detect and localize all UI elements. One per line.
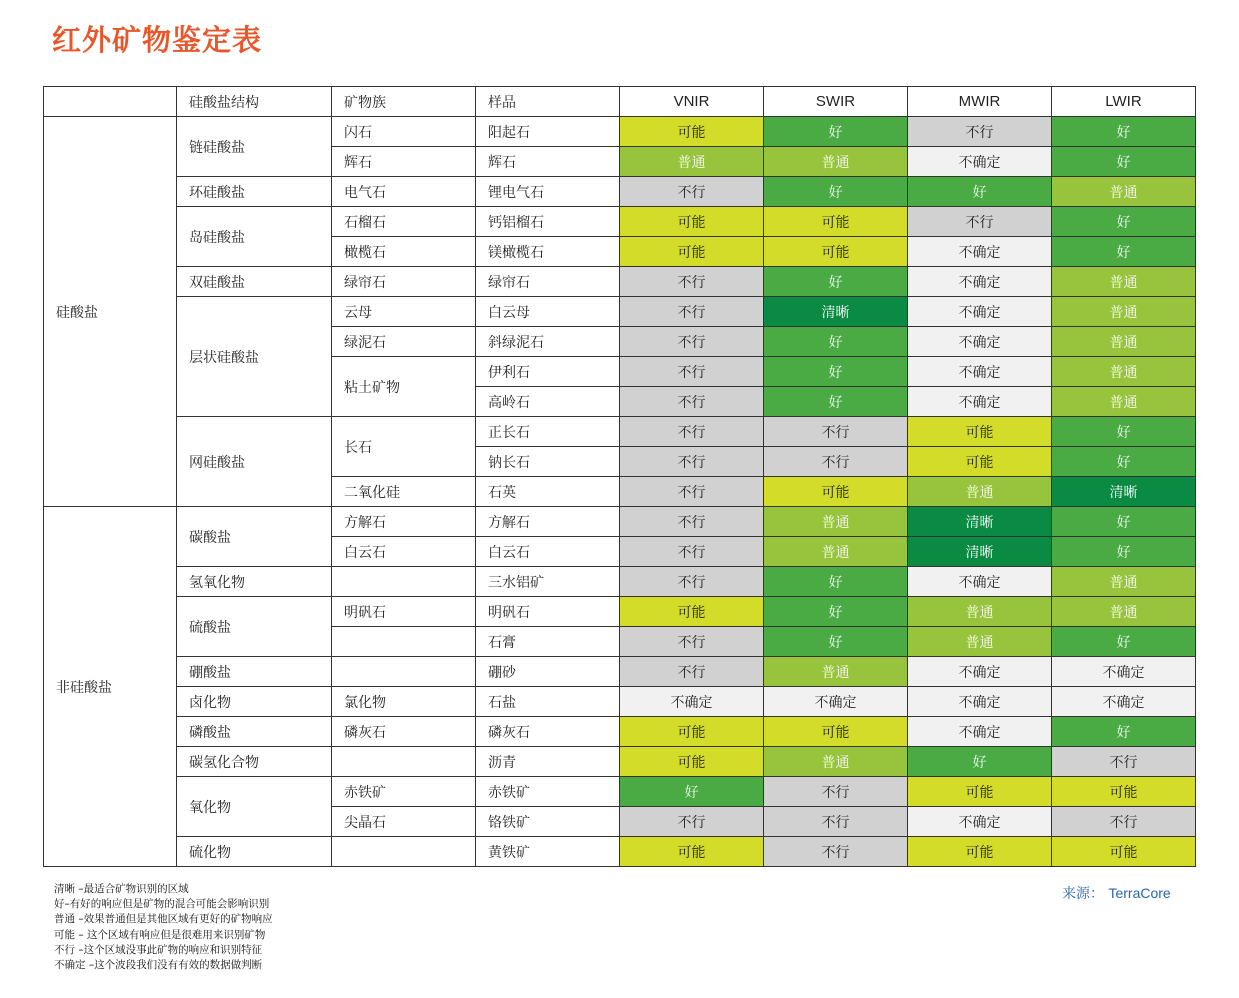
sample-cell: 石膏 [476,627,620,657]
rating-cell-vnir: 不行 [620,297,764,327]
rating-cell-swir: 普通 [764,537,908,567]
legend [54,882,273,973]
header-vnir: VNIR [620,87,764,117]
group-cell [332,747,476,777]
rating-cell-vnir: 可能 [620,837,764,867]
rating-cell-vnir: 可能 [620,237,764,267]
legend-item: 好–有好的响应但是矿物的混合可能会影响识别 [54,898,270,911]
table-row [44,177,1196,207]
rating-cell-lwir: 好 [1052,237,1196,267]
rating-cell-mwir: 不行 [908,117,1052,147]
group-cell: 长石 [332,417,476,477]
sample-cell: 三水铝矿 [476,567,620,597]
structure-cell: 卤化物 [177,687,332,717]
rating-cell-mwir: 清晰 [908,507,1052,537]
rating-cell-mwir: 不确定 [908,147,1052,177]
group-cell [332,837,476,867]
table-row [44,657,1196,687]
structure-cell: 硫化物 [177,837,332,867]
sample-cell: 磷灰石 [476,717,620,747]
sample-cell: 石盐 [476,687,620,717]
legend-item: 不行 –这个区域没事此矿物的响应和识别特征 [54,943,263,956]
table-row [44,597,1196,627]
source-credit [1062,883,1171,903]
rating-cell-mwir: 不确定 [908,237,1052,267]
structure-cell: 碳氢化合物 [177,747,332,777]
table-row [44,207,1196,237]
group-cell: 闪石 [332,117,476,147]
rating-cell-mwir: 不确定 [908,807,1052,837]
legend-item: 清晰 –最适合矿物识别的区域 [54,883,189,895]
group-cell: 氯化物 [332,687,476,717]
rating-cell-mwir: 不确定 [908,327,1052,357]
header-group: 矿物族 [332,87,476,117]
structure-cell: 磷酸盐 [177,717,332,747]
structure-cell: 氢氧化物 [177,567,332,597]
rating-cell-mwir: 好 [908,747,1052,777]
sample-cell: 斜绿泥石 [476,327,620,357]
rating-cell-mwir: 清晰 [908,537,1052,567]
group-cell [332,567,476,597]
rating-cell-vnir: 不行 [620,177,764,207]
rating-cell-mwir: 好 [908,177,1052,207]
rating-cell-lwir: 可能 [1052,777,1196,807]
group-cell: 辉石 [332,147,476,177]
group-cell: 明矾石 [332,597,476,627]
rating-cell-lwir: 普通 [1052,297,1196,327]
rating-cell-lwir: 好 [1052,447,1196,477]
rating-cell-mwir: 普通 [908,477,1052,507]
rating-cell-swir: 不行 [764,447,908,477]
rating-cell-swir: 好 [764,267,908,297]
sample-cell: 黄铁矿 [476,837,620,867]
rating-cell-swir: 不行 [764,807,908,837]
structure-cell: 碳酸盐 [177,507,332,567]
table-row [44,687,1196,717]
sample-cell: 赤铁矿 [476,777,620,807]
sample-cell: 钙铝榴石 [476,207,620,237]
rating-cell-vnir: 好 [620,777,764,807]
rating-cell-lwir: 普通 [1052,357,1196,387]
rating-cell-vnir: 不行 [620,627,764,657]
rating-cell-vnir: 不行 [620,477,764,507]
rating-cell-mwir: 不确定 [908,717,1052,747]
group-cell [332,627,476,657]
header-row [44,87,1196,117]
group-cell: 绿帘石 [332,267,476,297]
rating-cell-swir: 不行 [764,777,908,807]
table-row [44,747,1196,777]
sample-cell: 正长石 [476,417,620,447]
mineral-identification-table [43,86,1196,867]
rating-cell-swir: 普通 [764,507,908,537]
class-cell: 硅酸盐 [44,117,177,507]
rating-cell-swir: 好 [764,567,908,597]
rating-cell-lwir: 不确定 [1052,687,1196,717]
header-class [44,87,177,117]
rating-cell-swir: 普通 [764,657,908,687]
rating-cell-swir: 可能 [764,237,908,267]
rating-cell-mwir: 普通 [908,627,1052,657]
rating-cell-vnir: 不行 [620,417,764,447]
class-cell: 非硅酸盐 [44,507,177,867]
group-cell: 赤铁矿 [332,777,476,807]
table-row [44,267,1196,297]
source-label: 来源： [1062,886,1104,902]
table-row [44,837,1196,867]
sample-cell: 钠长石 [476,447,620,477]
sample-cell: 方解石 [476,507,620,537]
rating-cell-mwir: 不确定 [908,387,1052,417]
rating-cell-swir: 普通 [764,147,908,177]
rating-cell-vnir: 不确定 [620,687,764,717]
rating-cell-lwir: 普通 [1052,597,1196,627]
rating-cell-vnir: 普通 [620,147,764,177]
structure-cell: 双硅酸盐 [177,267,332,297]
structure-cell: 硼酸盐 [177,657,332,687]
rating-cell-vnir: 不行 [620,567,764,597]
rating-cell-lwir: 清晰 [1052,477,1196,507]
sample-cell: 锂电气石 [476,177,620,207]
structure-cell: 岛硅酸盐 [177,207,332,267]
rating-cell-lwir: 普通 [1052,267,1196,297]
rating-cell-mwir: 可能 [908,837,1052,867]
rating-cell-lwir: 不行 [1052,747,1196,777]
legend-item: 不确定 –这个波段我们没有有效的数据做判断 [54,959,263,972]
rating-cell-mwir: 不确定 [908,687,1052,717]
rating-cell-swir: 不行 [764,837,908,867]
rating-cell-mwir: 不确定 [908,657,1052,687]
rating-cell-vnir: 不行 [620,657,764,687]
structure-cell: 网硅酸盐 [177,417,332,507]
header-lwir: LWIR [1052,87,1196,117]
group-cell: 方解石 [332,507,476,537]
rating-cell-lwir: 好 [1052,147,1196,177]
group-cell: 电气石 [332,177,476,207]
structure-cell: 硫酸盐 [177,597,332,657]
rating-cell-vnir: 不行 [620,507,764,537]
group-cell [332,657,476,687]
structure-cell: 链硅酸盐 [177,117,332,177]
table-row [44,417,1196,447]
rating-cell-vnir: 可能 [620,117,764,147]
sample-cell: 白云石 [476,537,620,567]
sample-cell: 镁橄榄石 [476,237,620,267]
rating-cell-vnir: 不行 [620,537,764,567]
sample-cell: 铬铁矿 [476,807,620,837]
structure-cell: 氧化物 [177,777,332,837]
page-title: 红外矿物鉴定表 [52,23,263,57]
rating-cell-swir: 可能 [764,717,908,747]
group-cell: 粘土矿物 [332,357,476,417]
rating-cell-swir: 好 [764,627,908,657]
rating-cell-lwir: 好 [1052,537,1196,567]
legend-item: 普通 –效果普通但是其他区域有更好的矿物响应 [54,913,273,926]
rating-cell-mwir: 可能 [908,777,1052,807]
rating-cell-mwir: 不确定 [908,297,1052,327]
group-cell: 绿泥石 [332,327,476,357]
table-row [44,117,1196,147]
rating-cell-lwir: 好 [1052,717,1196,747]
sample-cell: 明矾石 [476,597,620,627]
rating-cell-swir: 可能 [764,207,908,237]
rating-cell-lwir: 好 [1052,507,1196,537]
rating-cell-vnir: 可能 [620,207,764,237]
rating-cell-lwir: 普通 [1052,327,1196,357]
rating-cell-lwir: 好 [1052,207,1196,237]
rating-cell-mwir: 不确定 [908,567,1052,597]
rating-cell-swir: 好 [764,177,908,207]
rating-cell-vnir: 不行 [620,447,764,477]
structure-cell: 环硅酸盐 [177,177,332,207]
group-cell: 二氧化硅 [332,477,476,507]
rating-cell-mwir: 可能 [908,417,1052,447]
rating-cell-vnir: 可能 [620,747,764,777]
rating-cell-swir: 好 [764,327,908,357]
group-cell: 橄榄石 [332,237,476,267]
source-value: TerraCore [1108,885,1171,901]
sample-cell: 石英 [476,477,620,507]
rating-cell-mwir: 不确定 [908,267,1052,297]
rating-cell-lwir: 好 [1052,117,1196,147]
rating-cell-mwir: 不行 [908,207,1052,237]
header-sample: 样品 [476,87,620,117]
sample-cell: 白云母 [476,297,620,327]
rating-cell-vnir: 不行 [620,327,764,357]
rating-cell-swir: 好 [764,117,908,147]
rating-cell-swir: 好 [764,357,908,387]
rating-cell-swir: 清晰 [764,297,908,327]
rating-cell-vnir: 不行 [620,267,764,297]
header-swir: SWIR [764,87,908,117]
sample-cell: 阳起石 [476,117,620,147]
table-row [44,717,1196,747]
sample-cell: 沥青 [476,747,620,777]
table-row [44,507,1196,537]
group-cell: 磷灰石 [332,717,476,747]
rating-cell-vnir: 可能 [620,597,764,627]
rating-cell-swir: 不确定 [764,687,908,717]
rating-cell-lwir: 不行 [1052,807,1196,837]
group-cell: 云母 [332,297,476,327]
rating-cell-swir: 好 [764,597,908,627]
sample-cell: 硼砂 [476,657,620,687]
rating-cell-lwir: 好 [1052,417,1196,447]
rating-cell-mwir: 不确定 [908,357,1052,387]
rating-cell-lwir: 可能 [1052,837,1196,867]
table-row [44,777,1196,807]
structure-cell: 层状硅酸盐 [177,297,332,417]
rating-cell-swir: 不行 [764,417,908,447]
group-cell: 白云石 [332,537,476,567]
header-structure: 硅酸盐结构 [177,87,332,117]
rating-cell-lwir: 普通 [1052,567,1196,597]
sample-cell: 辉石 [476,147,620,177]
legend-item: 可能 – 这个区域有响应但是很难用来识别矿物 [54,928,266,941]
rating-cell-vnir: 不行 [620,807,764,837]
rating-cell-vnir: 不行 [620,387,764,417]
rating-cell-mwir: 普通 [908,597,1052,627]
table-row [44,297,1196,327]
sample-cell: 伊利石 [476,357,620,387]
header-mwir: MWIR [908,87,1052,117]
rating-cell-lwir: 好 [1052,627,1196,657]
rating-cell-lwir: 不确定 [1052,657,1196,687]
rating-cell-mwir: 可能 [908,447,1052,477]
sample-cell: 绿帘石 [476,267,620,297]
rating-cell-swir: 可能 [764,477,908,507]
sample-cell: 高岭石 [476,387,620,417]
rating-cell-swir: 普通 [764,747,908,777]
rating-cell-vnir: 不行 [620,357,764,387]
group-cell: 石榴石 [332,207,476,237]
rating-cell-lwir: 普通 [1052,387,1196,417]
group-cell: 尖晶石 [332,807,476,837]
rating-cell-swir: 好 [764,387,908,417]
rating-cell-lwir: 普通 [1052,177,1196,207]
table-row [44,567,1196,597]
rating-cell-vnir: 可能 [620,717,764,747]
